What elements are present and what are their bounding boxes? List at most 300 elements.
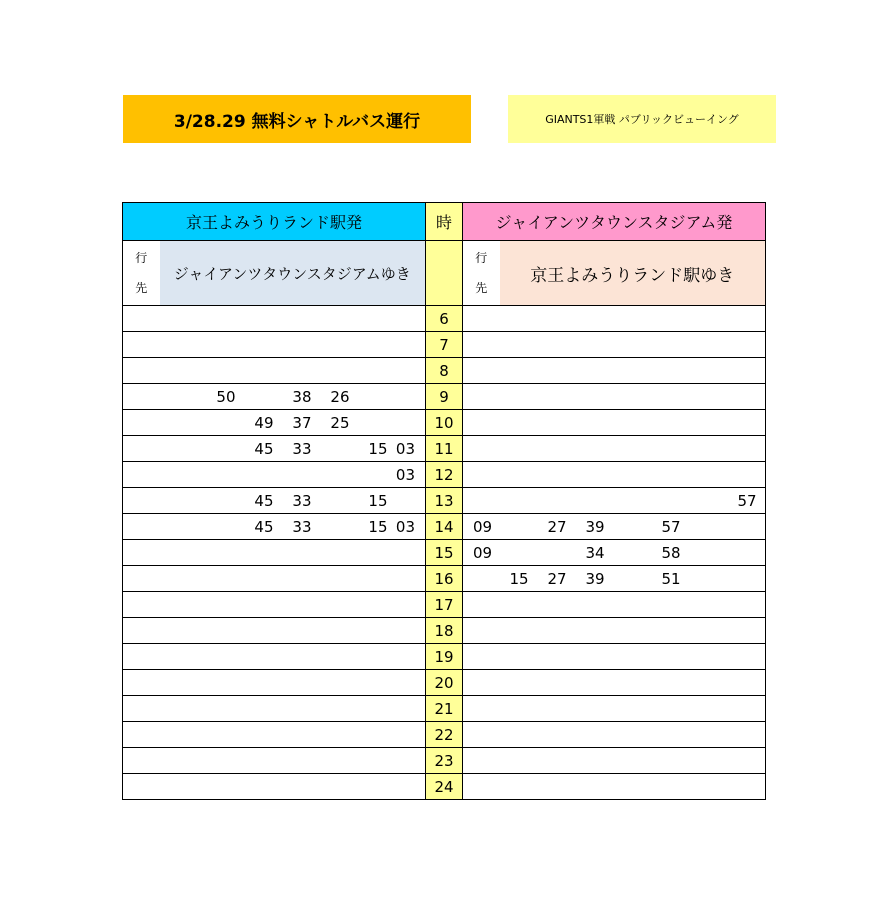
departure-minute <box>690 644 728 670</box>
departure-minute <box>350 462 388 488</box>
departure-minute <box>350 384 388 410</box>
hour-header-blank <box>426 241 463 306</box>
table-row <box>123 514 766 540</box>
table-row <box>123 540 766 566</box>
departure-minute: 39 <box>576 514 614 540</box>
table-row <box>123 774 766 800</box>
departure-minute <box>236 566 274 592</box>
departure-minute: 03 <box>388 462 426 488</box>
departure-minute <box>576 670 614 696</box>
departure-minute <box>198 696 236 722</box>
departure-minute <box>690 722 728 748</box>
departure-minute <box>500 488 538 514</box>
departure-minute <box>463 644 500 670</box>
departure-minute <box>728 592 766 618</box>
departure-minute <box>350 722 388 748</box>
departure-minute <box>160 462 198 488</box>
table-row <box>123 306 766 332</box>
departure-minute <box>576 488 614 514</box>
departure-minute <box>388 696 426 722</box>
departure-minute <box>388 670 426 696</box>
page-title: 3/28.29 無料シャトルバス運行 <box>123 95 471 143</box>
departure-minute <box>274 670 312 696</box>
departure-minute <box>350 618 388 644</box>
departure-minute <box>500 540 538 566</box>
departure-minute <box>614 566 652 592</box>
departure-minute <box>463 670 500 696</box>
departure-minute <box>123 332 160 358</box>
departure-minute <box>614 540 652 566</box>
departure-minute <box>388 332 426 358</box>
departure-minute <box>312 332 350 358</box>
hour-header: 時 <box>426 203 463 241</box>
departure-minute: 09 <box>463 514 500 540</box>
departure-minute <box>123 488 160 514</box>
departure-minute <box>500 410 538 436</box>
hour-cell: 21 <box>426 696 463 722</box>
departure-minute <box>728 696 766 722</box>
departure-minute <box>576 410 614 436</box>
hour-cell: 19 <box>426 644 463 670</box>
departure-minute <box>236 748 274 774</box>
departure-minute <box>312 462 350 488</box>
departure-minute: 45 <box>236 514 274 540</box>
departure-minute <box>388 488 426 514</box>
departure-minute <box>652 592 690 618</box>
departure-minute <box>198 410 236 436</box>
departure-minute <box>728 410 766 436</box>
departure-minute: 58 <box>652 540 690 566</box>
departure-minute <box>690 540 728 566</box>
departure-minute <box>538 488 576 514</box>
departure-minute: 57 <box>652 514 690 540</box>
departure-minute <box>576 332 614 358</box>
departure-minute <box>690 566 728 592</box>
departure-minute <box>123 592 160 618</box>
departure-minute <box>236 592 274 618</box>
departure-minute <box>690 748 728 774</box>
departure-minute: 15 <box>350 436 388 462</box>
departure-minute <box>312 592 350 618</box>
departure-minute <box>160 384 198 410</box>
departure-minute <box>160 748 198 774</box>
departure-minute <box>576 358 614 384</box>
departure-minute <box>388 358 426 384</box>
departure-minute <box>728 618 766 644</box>
departure-minute <box>728 332 766 358</box>
departure-minute <box>652 644 690 670</box>
departure-minute <box>198 644 236 670</box>
departure-minute <box>652 462 690 488</box>
departure-minute <box>690 332 728 358</box>
departure-minute: 49 <box>236 410 274 436</box>
departure-minute <box>576 592 614 618</box>
departure-minute <box>652 618 690 644</box>
departure-minute <box>388 384 426 410</box>
departure-minute <box>350 696 388 722</box>
hour-cell: 9 <box>426 384 463 410</box>
departure-minute <box>728 306 766 332</box>
departure-minute <box>538 540 576 566</box>
departure-minute <box>198 566 236 592</box>
departure-minute <box>274 748 312 774</box>
departure-minute <box>728 644 766 670</box>
departure-minute <box>614 462 652 488</box>
departure-minute <box>123 696 160 722</box>
table-row <box>123 566 766 592</box>
departure-minute <box>652 332 690 358</box>
departure-minute <box>690 306 728 332</box>
departure-minute <box>690 514 728 540</box>
departure-minute <box>160 514 198 540</box>
departure-minute <box>274 306 312 332</box>
departure-minute <box>576 618 614 644</box>
departure-minute: 15 <box>350 514 388 540</box>
departure-minute <box>614 332 652 358</box>
departure-minute: 25 <box>312 410 350 436</box>
hour-cell: 7 <box>426 332 463 358</box>
departure-minute <box>500 306 538 332</box>
departure-minute <box>728 748 766 774</box>
departure-minute <box>690 410 728 436</box>
departure-minute <box>728 566 766 592</box>
table-row <box>123 332 766 358</box>
departure-minute <box>576 436 614 462</box>
departure-minute: 09 <box>463 540 500 566</box>
table-row <box>123 722 766 748</box>
departure-minute <box>312 358 350 384</box>
departure-minute <box>652 748 690 774</box>
departure-minute <box>652 722 690 748</box>
departure-minute <box>538 592 576 618</box>
departure-minute <box>500 332 538 358</box>
departure-minute <box>236 384 274 410</box>
departure-minute <box>614 488 652 514</box>
departure-minute <box>463 436 500 462</box>
departure-minute <box>160 566 198 592</box>
departure-minute <box>614 670 652 696</box>
departure-minute <box>123 566 160 592</box>
departure-minute: 03 <box>388 514 426 540</box>
departure-minute <box>350 670 388 696</box>
departure-minute <box>576 774 614 800</box>
departure-minute <box>463 384 500 410</box>
departure-minute <box>463 410 500 436</box>
departure-minute <box>123 774 160 800</box>
departure-minute <box>350 306 388 332</box>
departure-minute <box>576 722 614 748</box>
departure-minute <box>690 774 728 800</box>
timetable <box>122 202 766 800</box>
departure-minute <box>274 774 312 800</box>
departure-minute <box>198 358 236 384</box>
departure-minute <box>576 696 614 722</box>
departure-minute <box>198 332 236 358</box>
hour-cell: 17 <box>426 592 463 618</box>
departure-minute <box>198 722 236 748</box>
departure-minute <box>123 358 160 384</box>
departure-minute <box>652 410 690 436</box>
departure-minute <box>350 332 388 358</box>
departure-minute <box>463 488 500 514</box>
departure-minute <box>160 358 198 384</box>
departure-minute <box>500 592 538 618</box>
departure-minute <box>123 384 160 410</box>
departure-minute <box>274 618 312 644</box>
departure-minute <box>690 384 728 410</box>
departure-minute <box>123 462 160 488</box>
departure-minute <box>652 306 690 332</box>
departure-minute <box>690 696 728 722</box>
departure-minute <box>198 306 236 332</box>
departure-minute <box>312 436 350 462</box>
departure-minute <box>576 306 614 332</box>
departure-minute <box>690 618 728 644</box>
departure-minute <box>614 514 652 540</box>
departure-minute <box>350 748 388 774</box>
departure-minute <box>236 618 274 644</box>
departure-minute <box>312 566 350 592</box>
departure-minute <box>312 748 350 774</box>
hour-cell: 12 <box>426 462 463 488</box>
departure-minute <box>160 774 198 800</box>
departure-minute <box>500 436 538 462</box>
departure-minute <box>123 722 160 748</box>
departure-minute <box>312 306 350 332</box>
departure-minute <box>312 540 350 566</box>
departure-minute <box>350 566 388 592</box>
departure-minute <box>728 384 766 410</box>
departure-minute <box>160 670 198 696</box>
right-destination: 京王よみうりランド駅ゆき <box>500 241 766 306</box>
departure-minute <box>463 306 500 332</box>
departure-minute <box>463 722 500 748</box>
departure-minute <box>500 618 538 644</box>
departure-minute: 34 <box>576 540 614 566</box>
hour-cell: 23 <box>426 748 463 774</box>
departure-minute <box>160 696 198 722</box>
table-row <box>123 488 766 514</box>
departure-minute <box>198 436 236 462</box>
departure-minute <box>198 592 236 618</box>
departure-minute <box>274 462 312 488</box>
departure-minute <box>728 540 766 566</box>
departure-minute <box>388 566 426 592</box>
departure-minute <box>388 592 426 618</box>
hour-cell: 14 <box>426 514 463 540</box>
departure-minute: 45 <box>236 436 274 462</box>
departure-minute <box>614 436 652 462</box>
hour-cell: 6 <box>426 306 463 332</box>
departure-minute <box>614 774 652 800</box>
departure-minute <box>236 774 274 800</box>
departure-minute: 39 <box>576 566 614 592</box>
departure-minute <box>538 358 576 384</box>
hour-cell: 24 <box>426 774 463 800</box>
departure-minute <box>690 488 728 514</box>
departure-minute <box>538 384 576 410</box>
departure-minute <box>274 696 312 722</box>
departure-minute <box>160 540 198 566</box>
left-destination: ジャイアンツタウンスタジアムゆき <box>160 241 426 306</box>
departure-minute: 15 <box>500 566 538 592</box>
hour-cell: 22 <box>426 722 463 748</box>
departure-minute <box>652 358 690 384</box>
departure-minute <box>160 618 198 644</box>
table-row <box>123 644 766 670</box>
departure-minute <box>538 332 576 358</box>
departure-minute <box>538 462 576 488</box>
departure-minute <box>500 644 538 670</box>
hour-cell: 15 <box>426 540 463 566</box>
departure-minute <box>123 540 160 566</box>
left-departure-header: 京王よみうりランド駅発 <box>123 203 426 241</box>
departure-minute <box>350 592 388 618</box>
departure-minute <box>160 410 198 436</box>
departure-minute <box>198 774 236 800</box>
departure-minute <box>312 488 350 514</box>
departure-minute <box>123 514 160 540</box>
departure-minute <box>500 384 538 410</box>
departure-minute <box>312 618 350 644</box>
departure-minute: 33 <box>274 514 312 540</box>
departure-minute <box>690 462 728 488</box>
departure-minute <box>236 306 274 332</box>
departure-minute <box>538 644 576 670</box>
departure-minute <box>576 644 614 670</box>
departure-minute <box>463 566 500 592</box>
departure-minute: 27 <box>538 566 576 592</box>
departure-minute <box>614 592 652 618</box>
departure-minute <box>198 618 236 644</box>
hour-cell: 11 <box>426 436 463 462</box>
departure-minute: 26 <box>312 384 350 410</box>
hour-cell: 13 <box>426 488 463 514</box>
departure-minute <box>500 462 538 488</box>
departure-minute: 57 <box>728 488 766 514</box>
departure-minute <box>538 618 576 644</box>
departure-minute <box>312 644 350 670</box>
departure-minute <box>614 410 652 436</box>
departure-minute <box>274 332 312 358</box>
hour-cell: 18 <box>426 618 463 644</box>
departure-minute: 27 <box>538 514 576 540</box>
departure-minute <box>690 592 728 618</box>
departure-minute <box>463 774 500 800</box>
departure-minute <box>538 774 576 800</box>
departure-minute <box>274 644 312 670</box>
departure-minute <box>690 358 728 384</box>
departure-minute <box>388 644 426 670</box>
departure-minute <box>198 748 236 774</box>
departure-minute: 51 <box>652 566 690 592</box>
departure-minute <box>388 306 426 332</box>
table-row <box>123 696 766 722</box>
table-row <box>123 410 766 436</box>
departure-minute <box>236 540 274 566</box>
departure-minute <box>652 384 690 410</box>
hour-cell: 10 <box>426 410 463 436</box>
departure-minute <box>123 644 160 670</box>
departure-minute <box>538 306 576 332</box>
departure-minute <box>728 774 766 800</box>
departure-minute <box>274 722 312 748</box>
departure-minute <box>728 358 766 384</box>
departure-minute <box>312 722 350 748</box>
departure-minute <box>652 488 690 514</box>
hour-cell: 8 <box>426 358 463 384</box>
departure-minute <box>690 670 728 696</box>
departure-minute <box>614 722 652 748</box>
departure-minute <box>388 774 426 800</box>
departure-minute <box>123 618 160 644</box>
departure-minute <box>160 644 198 670</box>
departure-minute <box>463 332 500 358</box>
departure-minute <box>388 410 426 436</box>
departure-minute <box>728 436 766 462</box>
departure-minute <box>350 540 388 566</box>
departure-minute <box>350 774 388 800</box>
departure-minute <box>350 358 388 384</box>
departure-minute: 37 <box>274 410 312 436</box>
departure-minute: 33 <box>274 488 312 514</box>
departure-minute <box>652 774 690 800</box>
table-row <box>123 358 766 384</box>
departure-minute <box>198 488 236 514</box>
left-destination-label: 行 先 <box>123 241 160 306</box>
departure-minute <box>500 722 538 748</box>
departure-minute <box>350 644 388 670</box>
departure-minute <box>236 722 274 748</box>
departure-minute <box>538 748 576 774</box>
departure-minute <box>160 306 198 332</box>
departure-minute <box>576 384 614 410</box>
departure-minute <box>274 540 312 566</box>
departure-minute: 15 <box>350 488 388 514</box>
departure-minute <box>198 514 236 540</box>
event-subtitle: GIANTS1軍戦 パブリックビューイング <box>508 95 776 143</box>
departure-minute <box>538 722 576 748</box>
departure-minute <box>728 514 766 540</box>
right-destination-label: 行 先 <box>463 241 500 306</box>
departure-minute <box>463 748 500 774</box>
departure-minute <box>500 696 538 722</box>
departure-minute <box>538 670 576 696</box>
departure-minute <box>236 332 274 358</box>
departure-minute <box>576 462 614 488</box>
departure-minute <box>538 696 576 722</box>
departure-minute <box>576 748 614 774</box>
departure-minute <box>388 722 426 748</box>
table-row <box>123 384 766 410</box>
departure-minute <box>614 618 652 644</box>
hour-cell: 20 <box>426 670 463 696</box>
departure-minute <box>690 436 728 462</box>
departure-minute <box>160 488 198 514</box>
departure-minute <box>198 462 236 488</box>
departure-minute <box>614 644 652 670</box>
departure-minute <box>463 592 500 618</box>
departure-minute <box>236 696 274 722</box>
departure-minute: 33 <box>274 436 312 462</box>
departure-minute <box>500 670 538 696</box>
departure-minute <box>274 592 312 618</box>
departure-minute: 03 <box>388 436 426 462</box>
departure-minute <box>388 540 426 566</box>
right-departure-header: ジャイアンツタウンスタジアム発 <box>463 203 766 241</box>
hour-cell: 16 <box>426 566 463 592</box>
table-row <box>123 670 766 696</box>
